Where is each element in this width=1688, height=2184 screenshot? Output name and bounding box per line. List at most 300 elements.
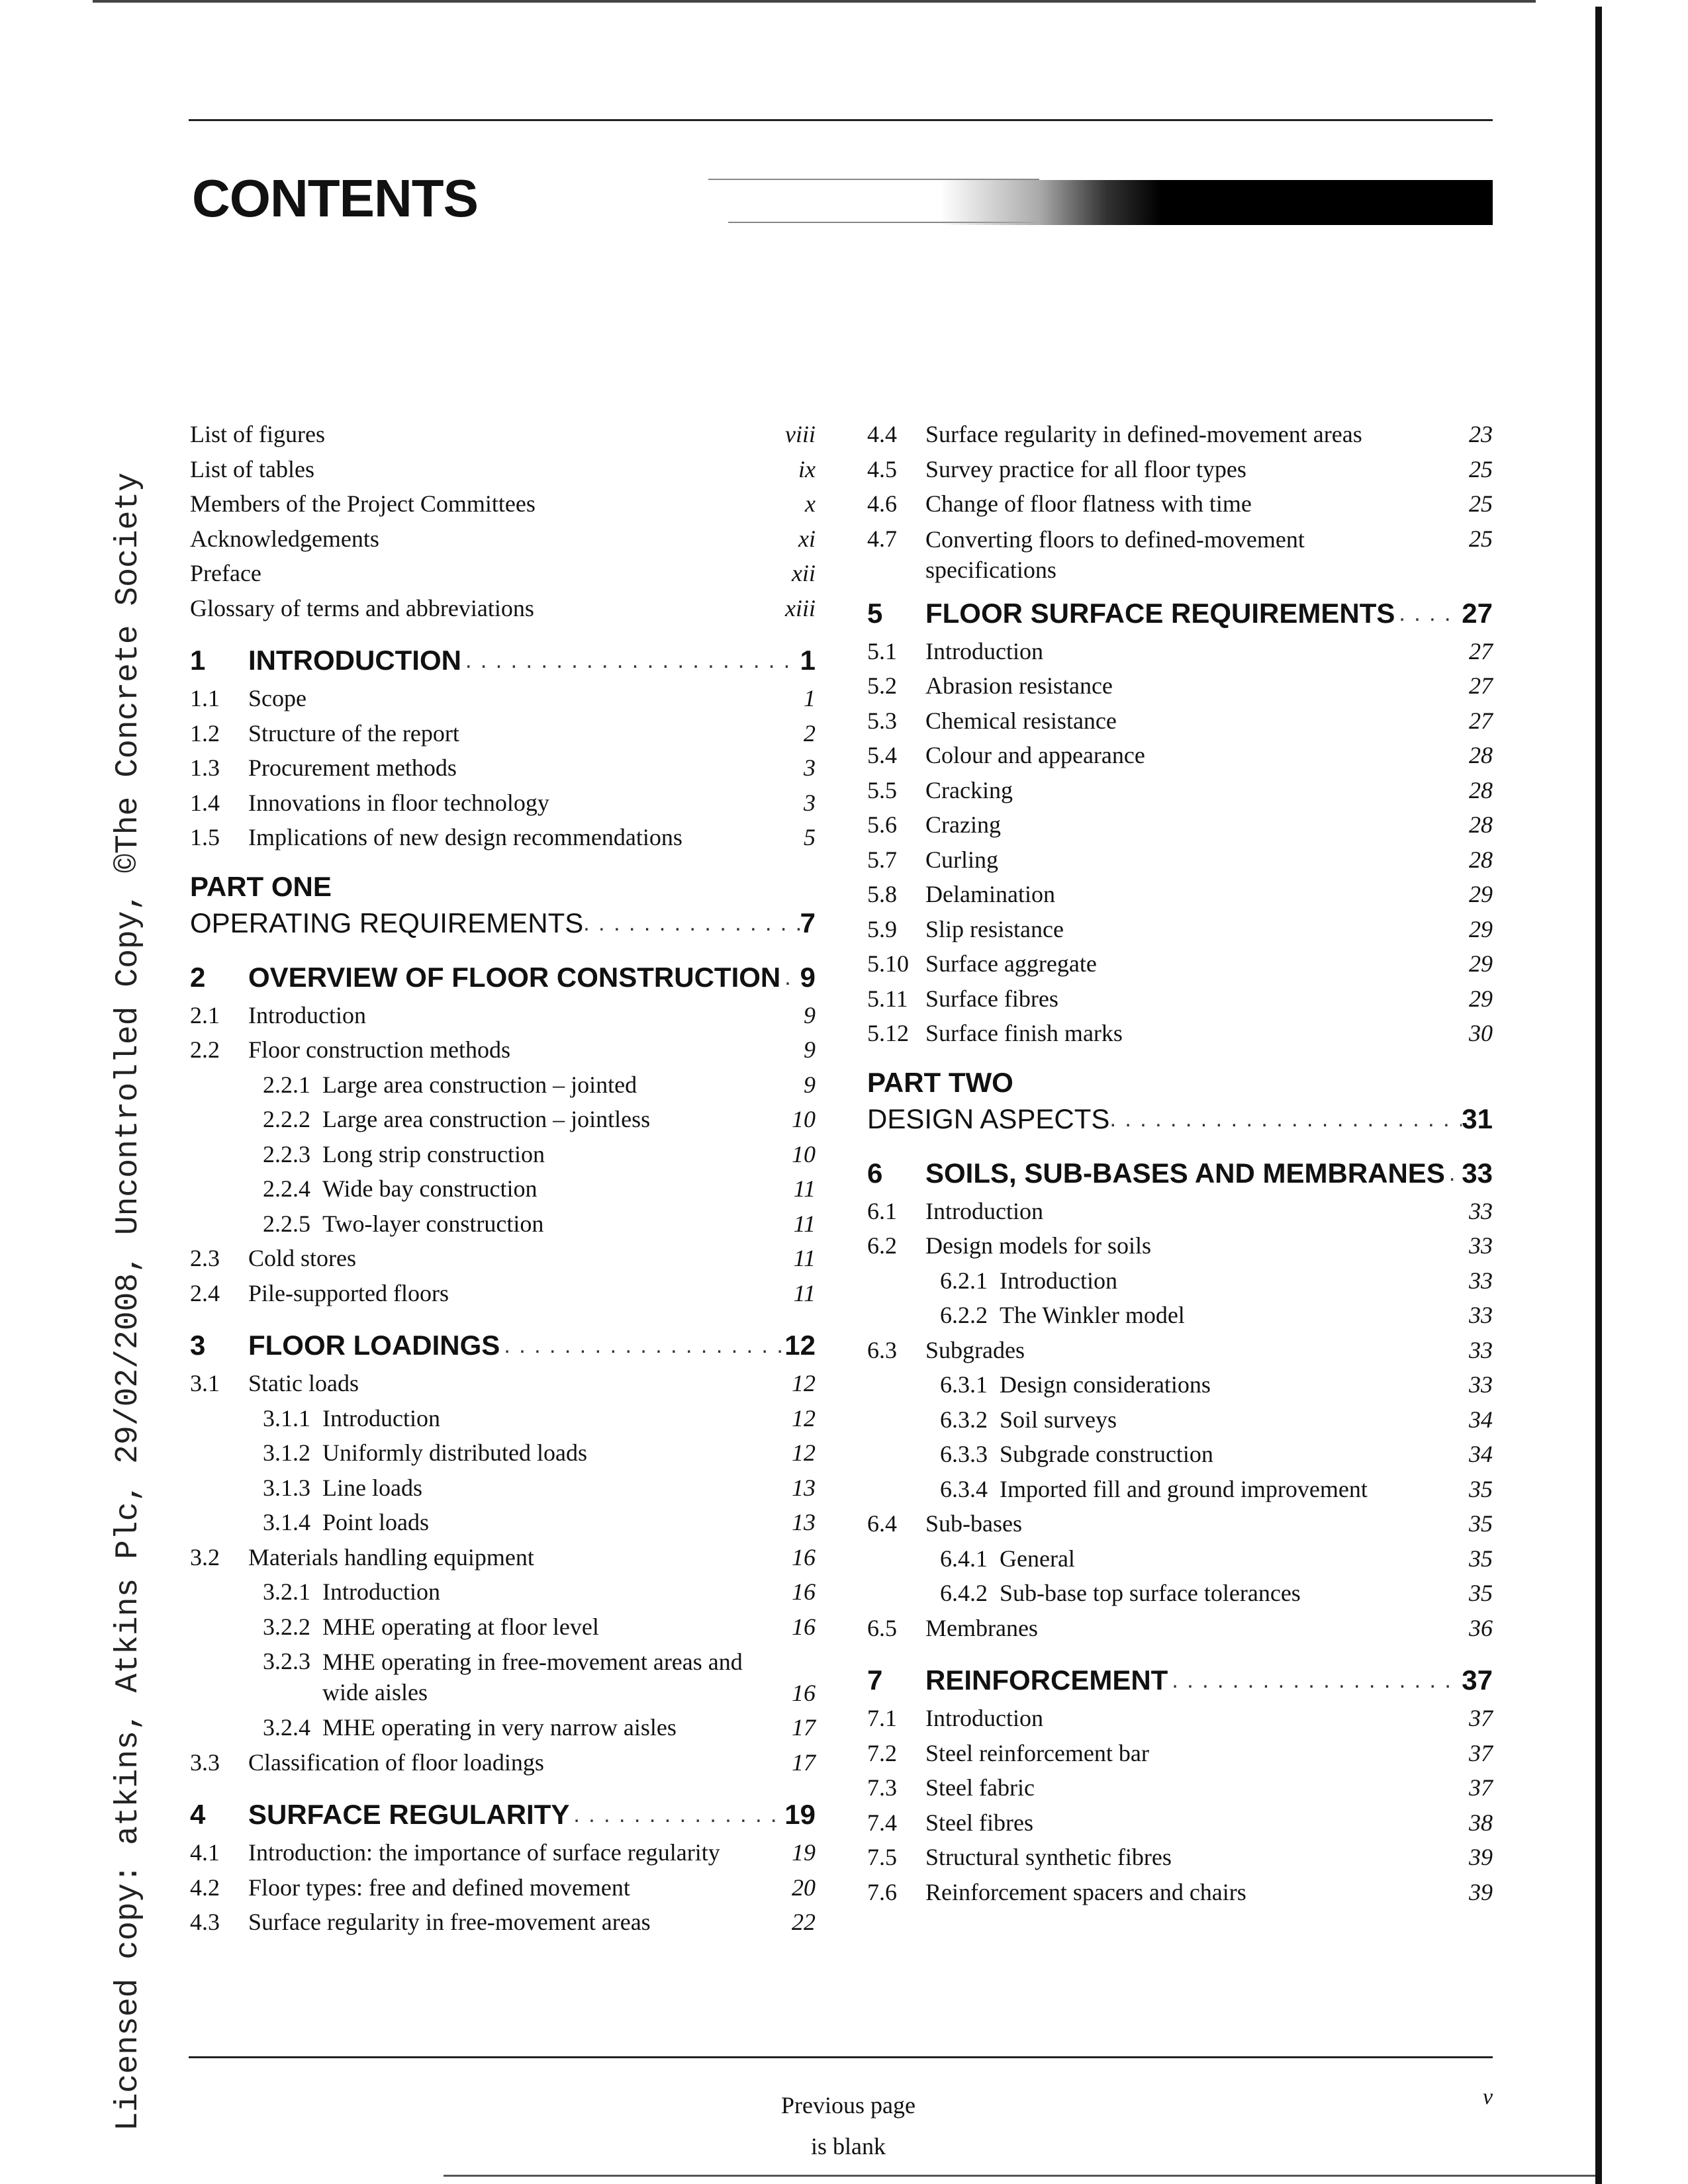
toc-entry[interactable]	[190, 1241, 816, 1276]
toc-entry-number: 5.4	[867, 742, 897, 768]
toc-entry[interactable]	[867, 1506, 1493, 1541]
toc-entry[interactable]	[867, 912, 1493, 947]
toc-entry-number: 5.5	[867, 776, 897, 803]
chapter-heading-5[interactable]	[867, 593, 1493, 634]
toc-entry-label: Subgrade construction	[1000, 1441, 1213, 1467]
toc-entry[interactable]	[190, 591, 816, 626]
toc-entry-page: 22	[792, 1909, 816, 1935]
toc-entry-number: 6.1	[867, 1197, 897, 1224]
toc-entry[interactable]	[190, 556, 816, 591]
toc-entry-number: 1.5	[190, 824, 220, 850]
chapter-heading-7[interactable]	[867, 1660, 1493, 1701]
toc-entry[interactable]	[867, 877, 1493, 912]
toc-subentry[interactable]	[190, 1644, 816, 1710]
toc-entry-page: xi	[798, 525, 816, 552]
toc-entry-label: Chemical resistance	[925, 707, 1117, 734]
toc-entry[interactable]	[190, 998, 816, 1033]
toc-entry-label: Colour and appearance	[925, 742, 1145, 768]
toc-entry[interactable]	[867, 1701, 1493, 1736]
toc-entry-label: Introduction: the importance of surface regularity	[248, 1839, 720, 1866]
chapter-heading-3[interactable]	[190, 1325, 816, 1366]
toc-entry-label: Membranes	[925, 1614, 1038, 1641]
chapter-page: 37	[1459, 1660, 1493, 1701]
toc-entry-page: 33	[1469, 1197, 1493, 1224]
toc-entry-number: 3.2	[190, 1543, 220, 1570]
toc-entry-page: 13	[792, 1474, 816, 1501]
toc-entry-label: List of tables	[190, 455, 314, 482]
toc-entry[interactable]	[190, 681, 816, 716]
toc-entry-number: 6.2.2	[940, 1302, 988, 1328]
toc-entry[interactable]	[867, 1736, 1493, 1771]
toc-entry[interactable]	[867, 1770, 1493, 1805]
toc-entry[interactable]	[190, 1276, 816, 1311]
chapter-number: 2	[190, 961, 206, 993]
toc-entry-label: Glossary of terms and abbreviations	[190, 594, 534, 621]
toc-entry-number: 7.3	[867, 1774, 897, 1801]
toc-entry-page: 27	[1469, 672, 1493, 699]
toc-entry-number: 4.6	[867, 490, 897, 517]
toc-entry-page: 16	[792, 1680, 816, 1706]
toc-entry-label: Introduction	[925, 1705, 1043, 1731]
previous-page-note-line-2: is blank	[810, 2133, 886, 2160]
leader-dots	[504, 1325, 782, 1366]
toc-entry-page: 34	[1469, 1441, 1493, 1467]
toc-entry-number: 4.5	[867, 455, 897, 482]
toc-entry-number: 5.9	[867, 915, 897, 942]
chapter-number: 7	[867, 1664, 883, 1696]
leader-dots	[1109, 1100, 1462, 1138]
part-page: 31	[1462, 1103, 1493, 1134]
toc-entry-page: ix	[798, 455, 816, 482]
toc-entry-label: General	[1000, 1545, 1075, 1572]
toc-entry[interactable]	[867, 1875, 1493, 1910]
toc-entry-label: Line loads	[322, 1474, 422, 1501]
chapter-heading-2[interactable]	[190, 957, 816, 998]
toc-subentry[interactable]	[867, 1472, 1493, 1507]
chapter-title: SOILS, SUB-BASES AND MEMBRANES	[925, 1153, 1449, 1194]
toc-entry-label: Steel fabric	[925, 1774, 1035, 1801]
leader-dots	[573, 1794, 782, 1835]
toc-subentry[interactable]	[190, 1574, 816, 1610]
toc-entry-page: 29	[1469, 881, 1493, 907]
toc-entry-number: 7.6	[867, 1878, 897, 1905]
toc-entry-number: 6.5	[867, 1614, 897, 1641]
toc-entry-page: xiii	[785, 594, 816, 621]
toc-entry-page: 17	[792, 1749, 816, 1776]
toc-entry-page: 36	[1469, 1614, 1493, 1641]
scan-edge-right	[1595, 7, 1602, 2184]
chapter-page: 1	[798, 640, 816, 681]
toc-entry-label: Two-layer construction	[322, 1210, 544, 1237]
toc-entry[interactable]	[867, 417, 1493, 452]
toc-entry-label: Design considerations	[1000, 1371, 1211, 1398]
toc-entry[interactable]	[867, 807, 1493, 842]
toc-entry-page: x	[805, 490, 816, 517]
toc-entry-label: Cracking	[925, 776, 1013, 803]
toc-entry[interactable]	[190, 1540, 816, 1575]
toc-entry-page: 20	[792, 1874, 816, 1901]
leader-dots	[465, 640, 798, 681]
toc-entry-label: Materials handling equipment	[248, 1543, 534, 1570]
toc-entry-page: 23	[1469, 421, 1493, 447]
part-one-title: PART ONE	[190, 870, 332, 902]
toc-entry[interactable]	[867, 1228, 1493, 1263]
toc-entry-page: 38	[1469, 1809, 1493, 1836]
toc-entry-page: 29	[1469, 915, 1493, 942]
toc-entry-number: 3.1.2	[263, 1439, 310, 1466]
previous-page-note-line-1: Previous page	[781, 2092, 915, 2118]
toc-subentry[interactable]	[867, 1263, 1493, 1298]
chapter-number: 5	[867, 597, 883, 629]
toc-subentry[interactable]	[190, 1206, 816, 1242]
chapter-number: 1	[190, 645, 206, 676]
chapter-title: FLOOR SURFACE REQUIREMENTS	[925, 593, 1399, 634]
toc-entry-number: 1.2	[190, 719, 220, 747]
toc-entry[interactable]	[190, 1366, 816, 1401]
toc-subentry[interactable]	[867, 1541, 1493, 1576]
toc-entry-page: 37	[1469, 1705, 1493, 1731]
toc-entry-page: 9	[804, 1036, 816, 1063]
toc-entry-number: 1.4	[190, 789, 220, 816]
toc-entry-number: 2.2.5	[263, 1210, 310, 1237]
toc-entry-label: Survey practice for all floor types	[925, 455, 1246, 482]
chapter-heading-6[interactable]	[867, 1153, 1493, 1194]
toc-entry-page: 33	[1469, 1336, 1493, 1363]
toc-entry-number: 5.8	[867, 881, 897, 907]
toc-entry[interactable]	[190, 1905, 816, 1940]
toc-entry-label: Structural synthetic fibres	[925, 1844, 1172, 1870]
toc-entry-label: Pile-supported floors	[248, 1279, 449, 1306]
toc-entry-page: 12	[792, 1404, 816, 1432]
toc-entry-label: Introduction	[322, 1578, 440, 1605]
toc-subentry[interactable]	[190, 1471, 816, 1506]
toc-entry-label: Wide bay construction	[322, 1175, 538, 1202]
toc-entry-label: MHE operating in free-movement areas and wide aisles	[322, 1649, 743, 1706]
toc-entry-label: Acknowledgements	[190, 525, 379, 552]
toc-entry-label: Surface regularity in free-movement areas	[248, 1909, 651, 1935]
toc-entry-label: Introduction	[1000, 1267, 1117, 1294]
toc-entry[interactable]	[867, 1805, 1493, 1841]
toc-entry-number: 3.2.3	[263, 1648, 310, 1674]
chapter-number: 4	[190, 1799, 206, 1830]
toc-entry-number: 6.4.1	[940, 1545, 988, 1572]
leader-dots	[1449, 1153, 1459, 1194]
toc-entry-page: 25	[1469, 455, 1493, 482]
toc-entry-label: Surface aggregate	[925, 950, 1097, 977]
toc-subentry[interactable]	[867, 1437, 1493, 1472]
toc-entry-number: 4.3	[190, 1909, 220, 1935]
toc-entry[interactable]	[190, 820, 816, 855]
toc-entry-number: 4.7	[867, 525, 897, 552]
toc-entry-page: 28	[1469, 776, 1493, 803]
toc-right-column	[867, 417, 1493, 1909]
previous-page-note	[781, 2085, 915, 2167]
chapter-title: OVERVIEW OF FLOOR CONSTRUCTION	[248, 957, 784, 998]
toc-entry-page: 28	[1469, 811, 1493, 838]
toc-entry-label: Long strip construction	[322, 1140, 545, 1167]
toc-entry-number: 6.2.1	[940, 1267, 988, 1294]
toc-left-column	[190, 417, 816, 1940]
toc-entry[interactable]	[190, 716, 816, 751]
page-number: v	[1483, 2085, 1493, 2109]
toc-entry-page: 17	[792, 1714, 816, 1741]
toc-entry-page: 33	[1469, 1232, 1493, 1259]
toc-entry[interactable]	[867, 946, 1493, 981]
page-title: CONTENTS	[192, 169, 478, 228]
footer-rule	[189, 2056, 1493, 2058]
part-two-title: PART TWO	[867, 1066, 1013, 1098]
toc-subentry[interactable]	[867, 1298, 1493, 1333]
toc-subentry[interactable]	[190, 1102, 816, 1137]
toc-entry-page: 13	[792, 1509, 816, 1535]
chapter-page: 12	[782, 1325, 816, 1366]
toc-entry-page: 9	[804, 1001, 816, 1028]
toc-entry-label: Slip resistance	[925, 915, 1064, 942]
chapter-page: 27	[1459, 593, 1493, 634]
toc-entry-number: 3.3	[190, 1749, 220, 1776]
leader-dots	[1399, 593, 1459, 634]
toc-entry-label: Introduction	[925, 1197, 1043, 1224]
toc-entry-label: Surface regularity in defined-movement areas	[925, 421, 1362, 447]
toc-entry-page: 12	[792, 1370, 816, 1396]
toc-entry-number: 5.7	[867, 846, 897, 873]
toc-entry[interactable]	[190, 452, 816, 487]
title-gradient-bar	[940, 180, 1493, 225]
toc-entry[interactable]	[867, 704, 1493, 739]
chapter-page: 9	[798, 957, 816, 998]
part-subtitle: OPERATING REQUIREMENTS	[190, 907, 584, 938]
toc-entry-number: 3.1	[190, 1370, 220, 1396]
toc-entry-page: 29	[1469, 985, 1493, 1012]
toc-entry[interactable]	[867, 1611, 1493, 1646]
toc-entry[interactable]	[867, 842, 1493, 878]
toc-entry-page: 11	[793, 1210, 816, 1237]
toc-entry-label: Scope	[248, 685, 306, 711]
toc-entry-label: Procurement methods	[248, 754, 457, 781]
toc-entry-page: 10	[792, 1140, 816, 1167]
toc-entry-page: 19	[792, 1839, 816, 1866]
toc-entry-label: Steel reinforcement bar	[925, 1739, 1149, 1766]
toc-entry-page: 3	[804, 754, 816, 781]
toc-entry-number: 2.4	[190, 1279, 220, 1306]
toc-entry-label: Implications of new design recommendations	[248, 824, 682, 850]
part-subtitle: DESIGN ASPECTS	[867, 1103, 1110, 1134]
toc-entry-page: 39	[1469, 1844, 1493, 1870]
chapter-heading-4[interactable]	[190, 1794, 816, 1835]
toc-entry-number: 2.2.2	[263, 1106, 310, 1132]
toc-entry[interactable]	[867, 634, 1493, 669]
toc-subentry[interactable]	[190, 1435, 816, 1471]
toc-entry-page: 3	[804, 789, 816, 816]
toc-entry-label: Imported fill and ground improvement	[1000, 1475, 1368, 1502]
chapter-page: 19	[782, 1794, 816, 1835]
chapter-number: 6	[867, 1157, 883, 1189]
toc-entry-label: Introduction	[322, 1404, 440, 1432]
toc-entry-page: 30	[1469, 1020, 1493, 1046]
toc-entry-number: 6.4	[867, 1510, 897, 1537]
toc-entry[interactable]	[190, 1745, 816, 1780]
toc-entry[interactable]	[190, 1835, 816, 1870]
toc-entry-page: 1	[804, 685, 816, 711]
toc-subentry[interactable]	[867, 1402, 1493, 1437]
toc-entry[interactable]	[867, 738, 1493, 773]
toc-subentry[interactable]	[190, 1401, 816, 1436]
toc-entry[interactable]	[867, 1016, 1493, 1051]
toc-entry[interactable]	[190, 1032, 816, 1068]
toc-entry-page: 11	[793, 1245, 816, 1271]
toc-entry-number: 6.3	[867, 1336, 897, 1363]
toc-entry[interactable]	[867, 486, 1493, 522]
chapter-page: 33	[1459, 1153, 1493, 1194]
toc-entry-number: 3.1.3	[263, 1474, 310, 1501]
toc-subentry[interactable]	[190, 1171, 816, 1206]
toc-entry[interactable]	[867, 981, 1493, 1017]
toc-entry-number: 7.2	[867, 1739, 897, 1766]
toc-entry-number: 3.2.2	[263, 1613, 310, 1640]
toc-entry-label: Uniformly distributed loads	[322, 1439, 587, 1466]
toc-entry-label: Surface fibres	[925, 985, 1058, 1012]
toc-entry[interactable]	[867, 1194, 1493, 1229]
part-two-heading[interactable]	[867, 1100, 1493, 1138]
toc-entry-page: 33	[1469, 1267, 1493, 1294]
chapter-title: INTRODUCTION	[248, 640, 465, 681]
toc-entry-label: Subgrades	[925, 1336, 1025, 1363]
toc-entry-number: 5.6	[867, 811, 897, 838]
toc-entry-number: 6.2	[867, 1232, 897, 1259]
toc-entry-label: Soil surveys	[1000, 1406, 1117, 1433]
license-watermark: Licensed copy: atkins, Atkins Plc, 29/02/2008, Uncontrolled Copy, ©The Concrete Society	[111, 472, 146, 2131]
toc-entry-number: 4.2	[190, 1874, 220, 1901]
toc-subentry[interactable]	[190, 1505, 816, 1540]
toc-entry-page: 35	[1469, 1580, 1493, 1606]
toc-entry-number: 2.1	[190, 1001, 220, 1028]
toc-entry-label: Cold stores	[248, 1245, 357, 1271]
toc-entry-page: 35	[1469, 1510, 1493, 1537]
part-one-heading[interactable]	[190, 904, 816, 942]
toc-entry-label: Curling	[925, 846, 999, 873]
toc-entry[interactable]	[190, 786, 816, 821]
toc-entry-number: 2.2.1	[263, 1071, 310, 1098]
toc-entry-number: 7.5	[867, 1844, 897, 1870]
toc-entry-label: Members of the Project Committees	[190, 490, 536, 517]
toc-entry-label: Abrasion resistance	[925, 672, 1113, 699]
toc-entry-label: Classification of floor loadings	[248, 1749, 544, 1776]
toc-entry-number: 2.3	[190, 1245, 220, 1271]
toc-entry-page: 9	[804, 1071, 816, 1098]
toc-entry-page: 34	[1469, 1406, 1493, 1433]
toc-entry[interactable]	[867, 1333, 1493, 1368]
toc-entry-label: Steel fibres	[925, 1809, 1033, 1836]
toc-entry-page: 27	[1469, 707, 1493, 734]
toc-entry-label: Preface	[190, 560, 261, 586]
toc-subentry[interactable]	[867, 1576, 1493, 1611]
toc-entry-page: 11	[793, 1279, 816, 1306]
toc-entry[interactable]	[867, 522, 1493, 588]
toc-entry[interactable]	[867, 668, 1493, 704]
toc-entry-label: Structure of the report	[248, 719, 459, 747]
toc-entry-label: Floor construction methods	[248, 1036, 510, 1063]
toc-entry-number: 2.2.3	[263, 1140, 310, 1167]
toc-subentry[interactable]	[867, 1367, 1493, 1402]
toc-entry[interactable]	[190, 522, 816, 557]
toc-entry[interactable]	[867, 773, 1493, 808]
toc-entry-number: 7.1	[867, 1705, 897, 1731]
toc-entry-number: 5.2	[867, 672, 897, 699]
toc-entry-page: 11	[793, 1175, 816, 1202]
toc-entry-page: 33	[1469, 1302, 1493, 1328]
toc-entry-label: Crazing	[925, 811, 1001, 838]
toc-entry-number: 6.3.3	[940, 1441, 988, 1467]
scan-edge-bottom	[444, 2175, 1595, 2177]
toc-entry-page: 12	[792, 1439, 816, 1466]
toc-entry-page: 37	[1469, 1774, 1493, 1801]
toc-entry-page: 29	[1469, 950, 1493, 977]
toc-entry[interactable]	[190, 1870, 816, 1905]
toc-subentry[interactable]	[190, 1068, 816, 1103]
toc-entry-label: Introduction	[248, 1001, 366, 1028]
toc-entry-number: 5.11	[867, 985, 908, 1012]
chapter-number: 3	[190, 1330, 206, 1361]
leader-dots	[784, 957, 797, 998]
toc-entry-label: Introduction	[925, 637, 1043, 664]
chapter-title: SURFACE REGULARITY	[248, 1794, 573, 1835]
toc-entry-page: 25	[1469, 525, 1493, 552]
toc-entry-label: Floor types: free and defined movement	[248, 1874, 630, 1901]
toc-entry-label: Surface finish marks	[925, 1020, 1123, 1046]
toc-entry[interactable]	[190, 417, 816, 452]
toc-entry-page: 39	[1469, 1878, 1493, 1905]
chapter-heading-1[interactable]	[190, 640, 816, 681]
toc-entry-page: 10	[792, 1106, 816, 1132]
chapter-title: FLOOR LOADINGS	[248, 1325, 504, 1366]
toc-entry-label: Design models for soils	[925, 1232, 1151, 1259]
toc-entry-number: 6.3.2	[940, 1406, 988, 1433]
toc-entry-label: List of figures	[190, 421, 325, 447]
toc-entry-label: Change of floor flatness with time	[925, 490, 1252, 517]
toc-entry-label: Sub-base top surface tolerances	[1000, 1580, 1301, 1606]
toc-entry-number: 6.4.2	[940, 1580, 988, 1606]
toc-subentry[interactable]	[190, 1710, 816, 1745]
toc-entry-label: Delamination	[925, 881, 1055, 907]
toc-entry-number: 6.3.4	[940, 1475, 988, 1502]
toc-entry[interactable]	[867, 452, 1493, 487]
toc-entry-number: 1.3	[190, 754, 220, 781]
toc-entry-number: 5.10	[867, 950, 909, 977]
toc-entry-page: 28	[1469, 742, 1493, 768]
toc-entry-label: Innovations in floor technology	[248, 789, 549, 816]
toc-entry-page: 27	[1469, 637, 1493, 664]
toc-entry-number: 2.2	[190, 1036, 220, 1063]
part-page: 7	[800, 907, 816, 938]
toc-entry-label: Sub-bases	[925, 1510, 1022, 1537]
toc-entry-page: 16	[792, 1613, 816, 1640]
toc-entry-label: Static loads	[248, 1370, 359, 1396]
toc-entry[interactable]	[190, 751, 816, 786]
toc-entry-label: Reinforcement spacers and chairs	[925, 1878, 1246, 1905]
toc-entry[interactable]	[190, 486, 816, 522]
toc-entry-number: 5.3	[867, 707, 897, 734]
toc-entry-number: 6.3.1	[940, 1371, 988, 1398]
leader-dots	[583, 904, 800, 942]
toc-entry-page: 33	[1469, 1371, 1493, 1398]
toc-entry-label: Converting floors to defined-movement specifications	[925, 525, 1305, 583]
toc-subentry[interactable]	[190, 1137, 816, 1172]
toc-entry-page: 28	[1469, 846, 1493, 873]
toc-entry[interactable]	[867, 1840, 1493, 1875]
toc-subentry[interactable]	[190, 1610, 816, 1645]
toc-entry-number: 3.2.4	[263, 1714, 310, 1741]
toc-entry-page: 37	[1469, 1739, 1493, 1766]
